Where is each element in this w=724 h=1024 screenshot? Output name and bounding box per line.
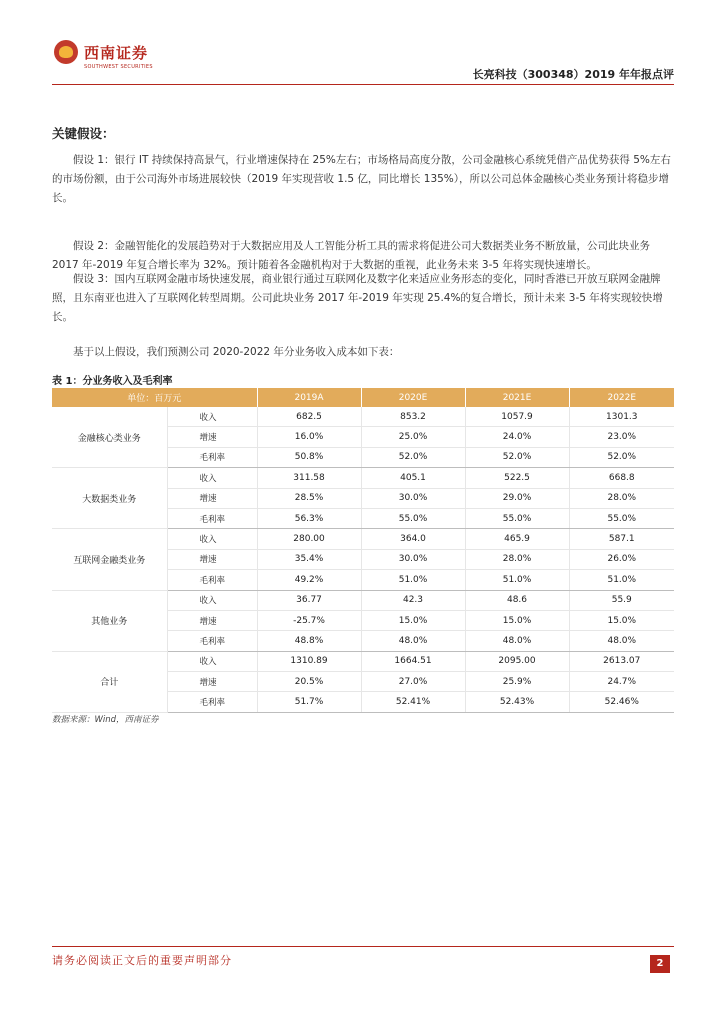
report-title: 长亮科技（300348）2019 年年报点评 — [472, 68, 674, 81]
logo-icon — [54, 40, 78, 64]
metric-label-cell: 收入 — [167, 651, 257, 671]
value-cell: 42.3 — [361, 590, 465, 610]
value-cell: 55.0% — [465, 508, 569, 528]
value-cell: 51.0% — [361, 570, 465, 590]
table-title: 表 1：分业务收入及毛利率 — [52, 376, 173, 387]
header-2019A: 2019A — [257, 388, 361, 407]
value-cell: 16.0% — [257, 427, 361, 447]
value-cell: 15.0% — [569, 610, 674, 630]
value-cell: 52.0% — [465, 447, 569, 467]
value-cell: 682.5 — [257, 407, 361, 427]
segment-name-cell: 互联网金融类业务 — [52, 529, 167, 590]
metric-label-cell: 增速 — [167, 549, 257, 569]
table-row — [52, 651, 674, 671]
segment-name-cell: 金融核心类业务 — [52, 407, 167, 468]
metric-label-cell: 增速 — [167, 610, 257, 630]
section-title: 关键假设： — [52, 126, 115, 141]
value-cell: 24.7% — [569, 672, 674, 692]
value-cell: 27.0% — [361, 672, 465, 692]
metric-label-cell: 收入 — [167, 407, 257, 427]
metric-label-cell: 增速 — [167, 488, 257, 508]
value-cell: 1310.89 — [257, 651, 361, 671]
value-cell: 55.9 — [569, 590, 674, 610]
table-row — [52, 468, 674, 488]
value-cell: 405.1 — [361, 468, 465, 488]
value-cell: 25.9% — [465, 672, 569, 692]
value-cell: 48.0% — [465, 631, 569, 651]
logo-english-name: SOUTHWEST SECURITIES — [84, 64, 153, 70]
value-cell: 51.0% — [465, 570, 569, 590]
value-cell: 28.0% — [465, 549, 569, 569]
value-cell: 52.0% — [361, 447, 465, 467]
value-cell: 28.5% — [257, 488, 361, 508]
forecast-intro-paragraph: 基于以上假设，我们预测公司 2020-2022 年分业务收入成本如下表： — [73, 346, 400, 358]
value-cell: 52.43% — [465, 692, 569, 712]
value-cell: 52.46% — [569, 692, 674, 712]
value-cell: 1057.9 — [465, 407, 569, 427]
value-cell: 1664.51 — [361, 651, 465, 671]
table-row — [52, 407, 674, 427]
table-row — [52, 529, 674, 549]
segment-name-cell: 大数据类业务 — [52, 468, 167, 529]
metric-label-cell: 毛利率 — [167, 508, 257, 528]
value-cell: 50.8% — [257, 447, 361, 467]
value-cell: 364.0 — [361, 529, 465, 549]
header-unit: 单位：百万元 — [52, 388, 257, 407]
value-cell: 15.0% — [361, 610, 465, 630]
header-2020E: 2020E — [361, 388, 465, 407]
value-cell: 51.7% — [257, 692, 361, 712]
value-cell: 35.4% — [257, 549, 361, 569]
metric-label-cell: 毛利率 — [167, 447, 257, 467]
value-cell: 853.2 — [361, 407, 465, 427]
metric-label-cell: 收入 — [167, 468, 257, 488]
value-cell: 48.0% — [569, 631, 674, 651]
segment-name-cell: 其他业务 — [52, 590, 167, 651]
value-cell: 48.6 — [465, 590, 569, 610]
value-cell: 29.0% — [465, 488, 569, 508]
segment-name-cell: 合计 — [52, 651, 167, 712]
metric-label-cell: 毛利率 — [167, 692, 257, 712]
value-cell: 20.5% — [257, 672, 361, 692]
value-cell: 311.58 — [257, 468, 361, 488]
value-cell: 24.0% — [465, 427, 569, 447]
value-cell: 587.1 — [569, 529, 674, 549]
value-cell: 2613.07 — [569, 651, 674, 671]
value-cell: 52.0% — [569, 447, 674, 467]
metric-label-cell: 增速 — [167, 672, 257, 692]
value-cell: 15.0% — [465, 610, 569, 630]
value-cell: 2095.00 — [465, 651, 569, 671]
value-cell: 56.3% — [257, 508, 361, 528]
metric-label-cell: 收入 — [167, 529, 257, 549]
value-cell: 49.2% — [257, 570, 361, 590]
value-cell: 30.0% — [361, 488, 465, 508]
page-number: 2 — [650, 955, 670, 973]
logo-chinese-name: 西南证券 — [84, 44, 149, 62]
value-cell: 26.0% — [569, 549, 674, 569]
value-cell: 465.9 — [465, 529, 569, 549]
header-2021E: 2021E — [465, 388, 569, 407]
header-divider — [52, 84, 674, 85]
value-cell: 30.0% — [361, 549, 465, 569]
metric-label-cell: 毛利率 — [167, 570, 257, 590]
revenue-margin-table — [52, 388, 674, 713]
value-cell: 52.41% — [361, 692, 465, 712]
value-cell: 522.5 — [465, 468, 569, 488]
value-cell: 668.8 — [569, 468, 674, 488]
value-cell: -25.7% — [257, 610, 361, 630]
value-cell: 48.8% — [257, 631, 361, 651]
value-cell: 36.77 — [257, 590, 361, 610]
value-cell: 48.0% — [361, 631, 465, 651]
page-header — [52, 38, 674, 86]
value-cell: 55.0% — [361, 508, 465, 528]
assumption-2-paragraph: 假设 2：金融智能化的发展趋势对于大数据应用及人工智能分析工具的需求将促进公司大数据类业务不断放量，公司此块业务 2017 年-2019 年复合增长率为 32%。预计随着各金融机构对于大数据的重视，此业务未来 3-5 年将实现快速增长。 — [52, 240, 651, 271]
data-source-note: 数据来源：Wind，西南证券 — [52, 715, 159, 725]
value-cell: 23.0% — [569, 427, 674, 447]
assumption-1-paragraph: 假设 1：银行 IT 持续保持高景气，行业增速保持在 25%左右；市场格局高度分散，公司金融核心系统凭借产品优势获得 5%左右的市场份额，由于公司海外市场进展较快（2019 年实现营收 1.5 亿，同比增长 135%），所以公司总体金融核心类业务预计将稳步增长。 — [52, 154, 671, 204]
value-cell: 28.0% — [569, 488, 674, 508]
value-cell: 280.00 — [257, 529, 361, 549]
footer-divider — [52, 946, 674, 947]
metric-label-cell: 收入 — [167, 590, 257, 610]
assumption-3-paragraph: 假设 3：国内互联网金融市场快速发展，商业银行通过互联网化及数字化来适应业务形态的变化，同时香港已开放互联网金融牌照，且东南亚也进入了互联网化转型周期。公司此块业务 2017 年-2019 年实现 25.4%的复合增长，预计未来 3-5 年将实现较快增长。 — [52, 273, 663, 323]
value-cell: 25.0% — [361, 427, 465, 447]
table-row — [52, 590, 674, 610]
value-cell: 55.0% — [569, 508, 674, 528]
value-cell: 1301.3 — [569, 407, 674, 427]
footer-disclaimer: 请务必阅读正文后的重要声明部分 — [52, 954, 232, 967]
metric-label-cell: 增速 — [167, 427, 257, 447]
value-cell: 51.0% — [569, 570, 674, 590]
metric-label-cell: 毛利率 — [167, 631, 257, 651]
brand-logo — [54, 40, 174, 76]
table-header-row — [52, 388, 674, 407]
header-2022E: 2022E — [569, 388, 674, 407]
